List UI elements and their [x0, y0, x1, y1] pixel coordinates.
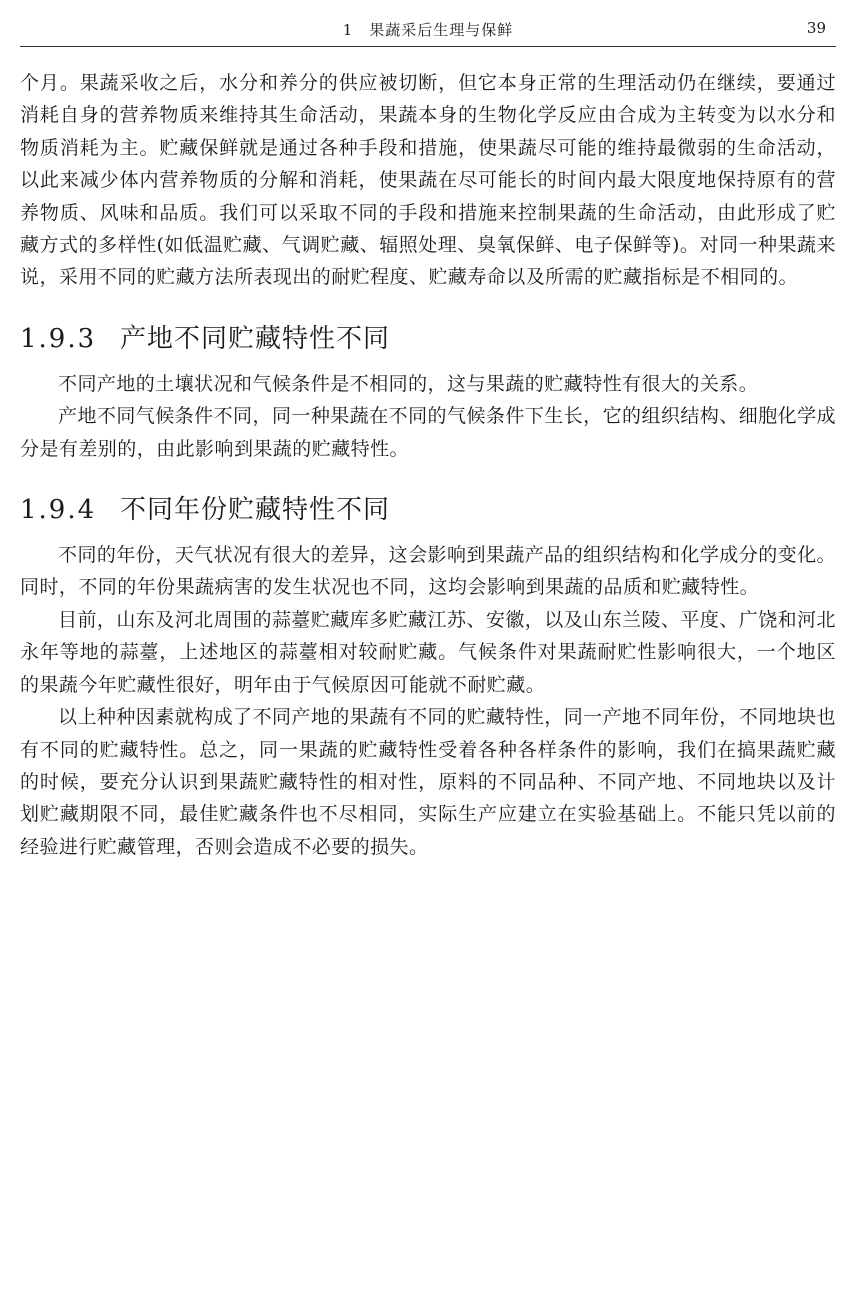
- section-heading-1-9-4: [20, 489, 836, 531]
- page-number: 39: [806, 19, 826, 37]
- section-number: 1.9.3: [20, 323, 97, 354]
- book-page: [20, 0, 836, 863]
- paragraph: 不同的年份，天气状况有很大的差异，这会影响到果蔬产品的组织结构和化学成分的变化。同时，不同的年份果蔬病害的发生状况也不同，这均会影响到果蔬的品质和贮藏特性。: [20, 544, 837, 599]
- paragraph: 以上种种因素就构成了不同产地的果蔬有不同的贮藏特性，同一产地不同年份，不同地块也有不同的贮藏特性。总之，同一果蔬的贮藏特性受着各种各样条件的影响，我们在搞果蔬贮藏的时候，要充分认识到果蔬贮藏特性的相对性，原料的不同品种、不同产地、不同地块以及计划贮藏期限不同，最佳贮藏条件也不尽相同，实际生产应建立在实验基础上。不能只凭以前的经验进行贮藏管理，否则会造成不必要的损失。: [20, 706, 837, 858]
- section-number: 1.9.4: [20, 495, 97, 526]
- page-body: [20, 47, 836, 863]
- paragraph: 不同产地的土壤状况和气候条件是不相同的，这与果蔬的贮藏特性有很大的关系。: [58, 372, 759, 395]
- chapter-number: 1: [342, 21, 354, 39]
- chapter-title: 果蔬采后生理与保鲜: [369, 21, 514, 39]
- paragraph: 目前，山东及河北周围的蒜薹贮藏库多贮藏江苏、安徽，以及山东兰陵、平度、广饶和河北永年等地的蒜薹，上述地区的蒜薹相对较耐贮藏。气候条件对果蔬耐贮性影响很大，一个地区的果蔬今年贮藏性很好，明年由于气候原因可能就不耐贮藏。: [20, 608, 837, 696]
- running-header: [20, 0, 836, 47]
- section-heading-1-9-3: [20, 318, 836, 360]
- section-title: 产地不同贮藏特性不同: [120, 323, 391, 354]
- section-title: 不同年份贮藏特性不同: [120, 495, 391, 526]
- paragraph-continued: 个月。果蔬采收之后，水分和养分的供应被切断，但它本身正常的生理活动仍在继续，要通过消耗自身的营养物质来维持其生命活动，果蔬本身的生物化学反应由合成为主转变为以水分和物质消耗为主。贮藏保鲜就是通过各种手段和措施，使果蔬尽可能的维持最微弱的生命活动，以此来减少体内营养物质的分解和消耗，使果蔬在尽可能长的时间内最大限度地保持原有的营养物质、风味和品质。我们可以采取不同的手段和措施来控制果蔬的生命活动，由此形成了贮藏方式的多样性(如低温贮藏、气调贮藏、辐照处理、臭氧保鲜、电子保鲜等)。对同一种果蔬来说，采用不同的贮藏方法所表现出的耐贮程度、贮藏寿命以及所需的贮藏指标是不相同的。: [20, 72, 836, 289]
- paragraph: 产地不同气候条件不同，同一种果蔬在不同的气候条件下生长，它的组织结构、细胞化学成分是有差别的，由此影响到果蔬的贮藏特性。: [20, 405, 837, 460]
- chapter-header: [20, 19, 836, 40]
